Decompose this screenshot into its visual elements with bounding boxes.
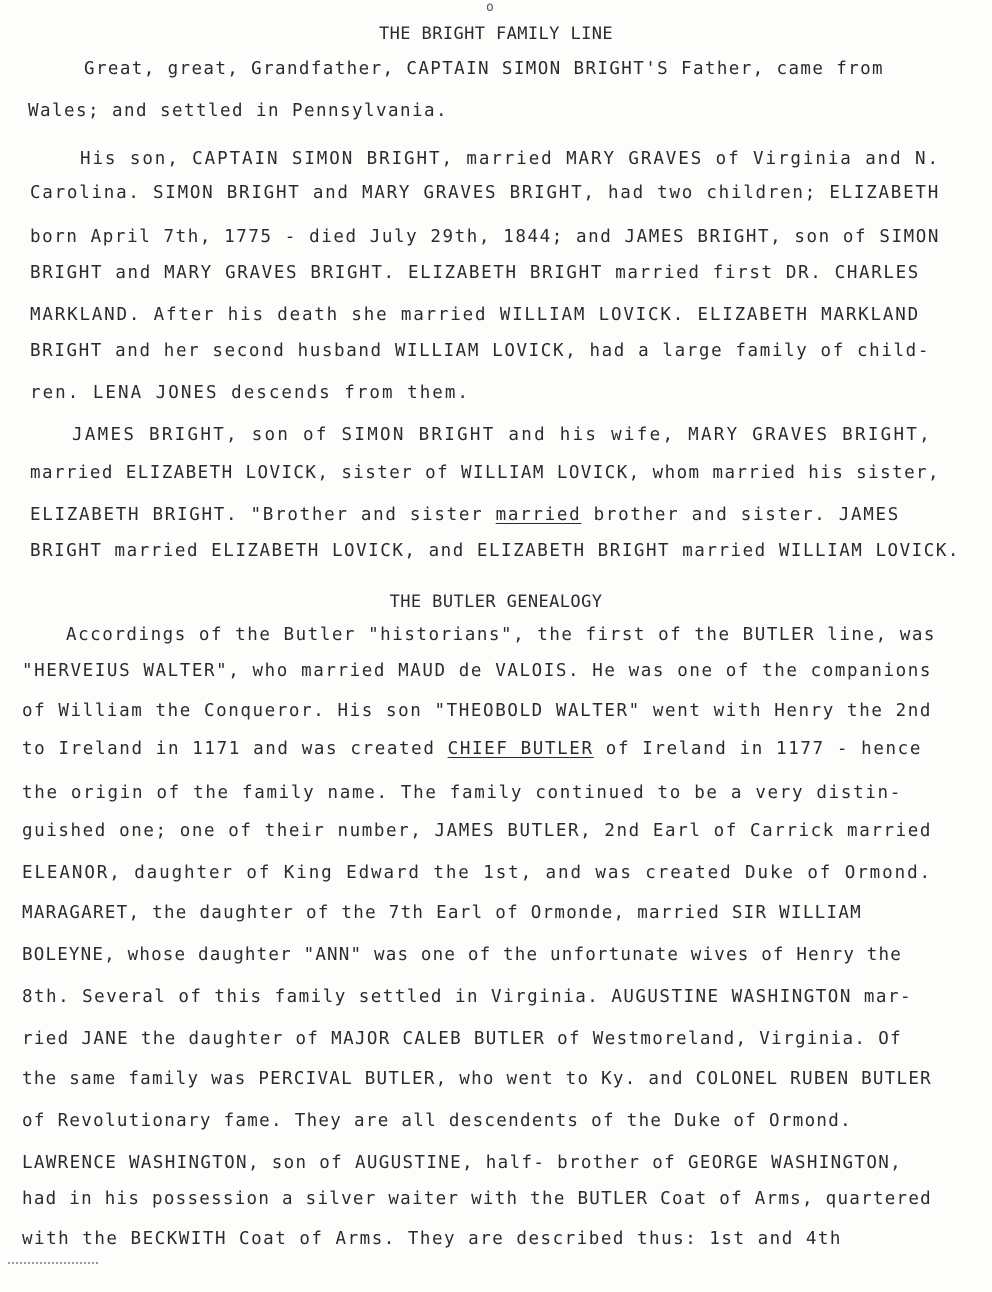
text-line: BOLEYNE, whose daughter "ANN" was one of the unfortunate wives of Henry the [22,945,902,965]
text-line: MARAGARET, the daughter of the 7th Earl of Ormonde, married SIR WILLIAM [22,903,862,923]
text-line: ELEANOR, daughter of King Edward the 1st, and was created Duke of Ormond. [22,863,932,883]
text-line: 8th. Several of this family settled in Virginia. AUGUSTINE WASHINGTON mar- [22,987,912,1007]
text-line: ried JANE the daughter of MAJOR CALEB BUTLER of Westmoreland, Virginia. Of [22,1029,902,1049]
underlined-text: married [495,505,582,525]
text-line: the origin of the family name. The family continued to be a very distin- [22,783,902,803]
text-line: to Ireland in 1171 and was created CHIEF BUTLER of Ireland in 1177 - hence [22,739,922,759]
heading-butler-genealogy: THE BUTLER GENEALOGY [389,592,603,612]
text-line: ELIZABETH BRIGHT. "Brother and sister married brother and sister. JAMES [30,505,900,525]
page-mark: o [486,0,494,15]
text-line: guished one; one of their number, JAMES BUTLER, 2nd Earl of Carrick married [22,821,932,841]
text-line: Wales; and settled in Pennsylvania. [28,101,448,121]
text-line: of Revolutionary fame. They are all descendents of the Duke of Ormond. [22,1111,852,1131]
text-line: Carolina. SIMON BRIGHT and MARY GRAVES BRIGHT, had two children; ELIZABETH [30,183,940,203]
underlined-text: CHIEF BUTLER [447,739,594,759]
text-line: with the BECKWITH Coat of Arms. They are described thus: 1st and 4th [22,1229,842,1249]
text-line: Accordings of the Butler "historians", the first of the BUTLER line, was [66,625,936,645]
text-line: LAWRENCE WASHINGTON, son of AUGUSTINE, half- brother of GEORGE WASHINGTON, [22,1153,902,1173]
text-line: BRIGHT and her second husband WILLIAM LOVICK, had a large family of child- [30,341,930,361]
text-line: born April 7th, 1775 - died July 29th, 1844; and JAMES BRIGHT, son of SIMON [30,227,940,247]
text-line: of William the Conqueror. His son "THEOBOLD WALTER" went with Henry the 2nd [22,701,932,721]
faint-trailing-text [8,1262,98,1267]
text-line: had in his possession a silver waiter with the BUTLER Coat of Arms, quartered [22,1189,932,1209]
text-line: "HERVEIUS WALTER", who married MAUD de VALOIS. He was one of the companions [22,661,932,681]
text-line: BRIGHT married ELIZABETH LOVICK, and ELIZABETH BRIGHT married WILLIAM LOVICK. [30,541,960,561]
text-line: married ELIZABETH LOVICK, sister of WILLIAM LOVICK, whom married his sister, [30,463,940,483]
text-line: His son, CAPTAIN SIMON BRIGHT, married MARY GRAVES of Virginia and N. [80,149,940,169]
text-line: Great, great, Grandfather, CAPTAIN SIMON BRIGHT'S Father, came from [84,59,884,79]
text-line: ren. LENA JONES descends from them. [30,383,470,403]
text-line: the same family was PERCIVAL BUTLER, who went to Ky. and COLONEL RUBEN BUTLER [22,1069,932,1089]
text-line: JAMES BRIGHT, son of SIMON BRIGHT and his wife, MARY GRAVES BRIGHT, [72,425,932,445]
text-line: BRIGHT and MARY GRAVES BRIGHT. ELIZABETH BRIGHT married first DR. CHARLES [30,263,920,283]
text-line: MARKLAND. After his death she married WILLIAM LOVICK. ELIZABETH MARKLAND [30,305,920,325]
heading-bright-family-line: THE BRIGHT FAMILY LINE [379,24,613,44]
